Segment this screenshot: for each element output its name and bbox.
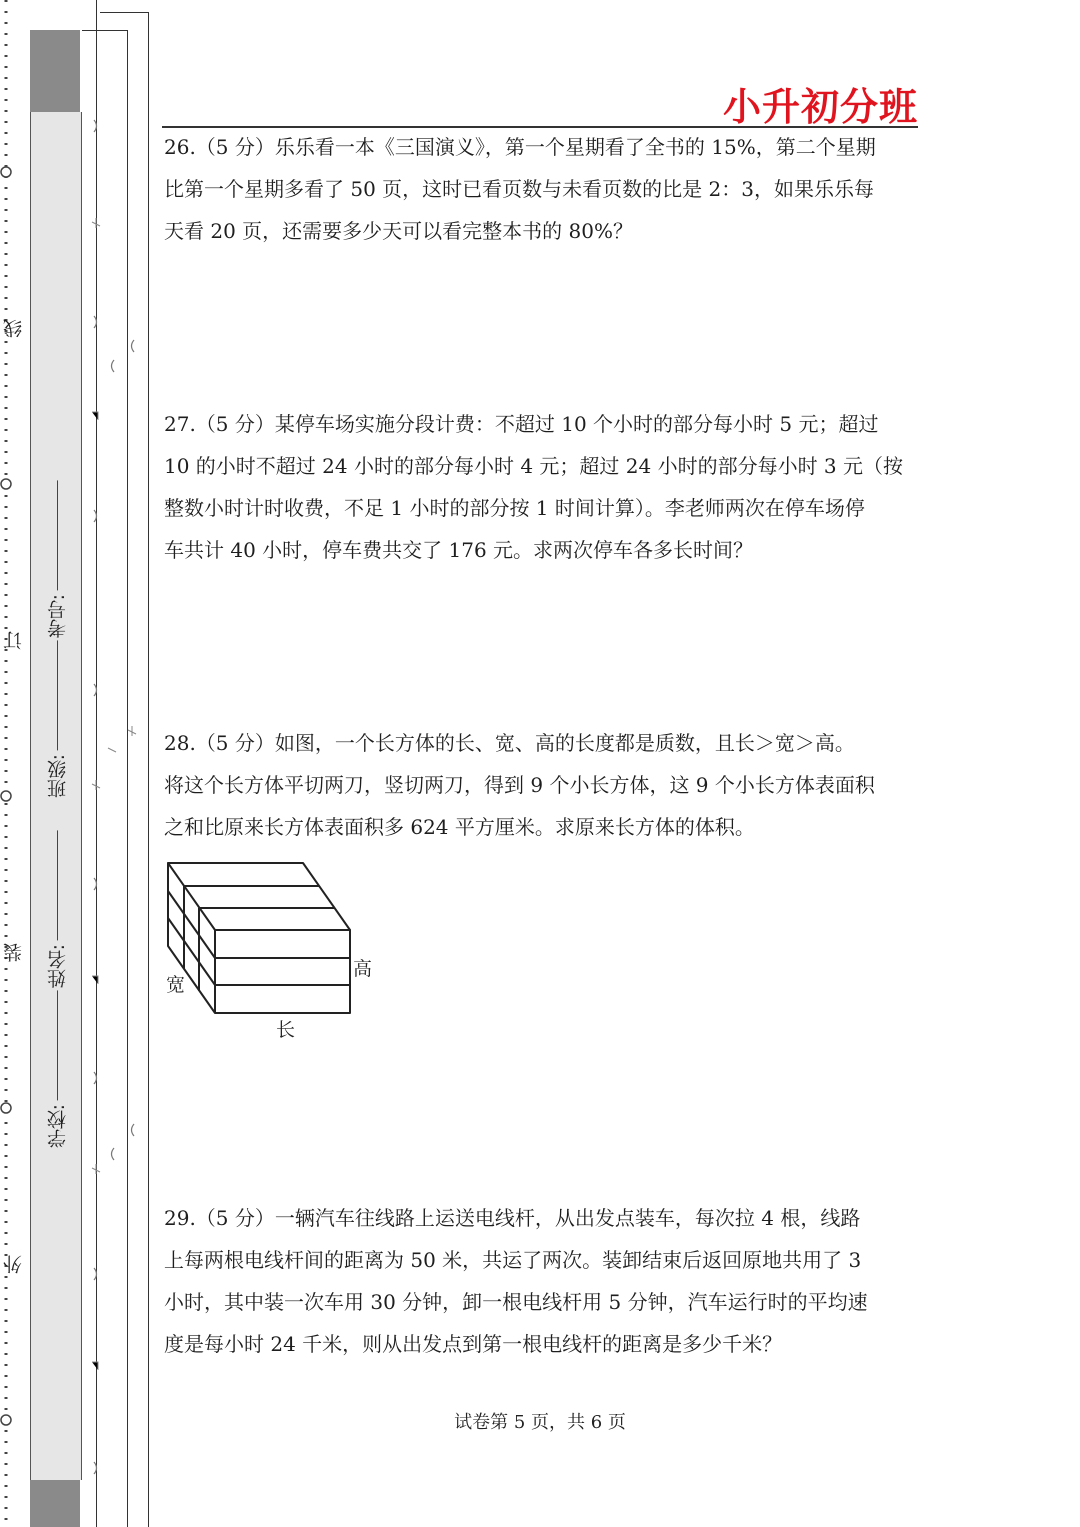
question-29 xyxy=(164,1197,924,1365)
question-26-line-3: 天看 20 页，还需要多少天可以看完整本书的 80%？ xyxy=(164,219,633,243)
field-exam-number-label: 考号: xyxy=(47,594,69,639)
question-27 xyxy=(164,403,924,571)
question-26-line-1: 26.（5 分）乐乐看一本《三国演义》，第一个星期看了全书的 15%，第二个星期 xyxy=(164,135,876,159)
question-27-line-1: 27.（5 分）某停车场实施分段计费：不超过 10 个小时的部分每小时 5 元；超过 xyxy=(164,412,879,436)
margin-char-wai: 外 xyxy=(3,1254,25,1274)
question-26-line-2: 比第一个星期多看了 50 页，这时已看页数与未看页数的比是 2：3，如果乐乐每 xyxy=(164,177,874,201)
field-class-label: 班级: xyxy=(47,754,69,799)
margin-char-ding: 订 xyxy=(3,630,25,650)
field-name-blank[interactable] xyxy=(57,830,58,940)
page-footer: 试卷第 5 页，共 6 页 xyxy=(454,1412,626,1433)
field-school xyxy=(44,990,71,1148)
left-dotted-cut-line xyxy=(0,0,14,1527)
question-29-line-2: 上每两根电线杆间的距离为 50 米，共运了两次。装卸结束后返回原地共用了 3 xyxy=(164,1248,862,1272)
question-28-line-1: 28.（5 分）如图，一个长方体的长、宽、高的长度都是质数，且长＞宽＞高。 xyxy=(164,731,855,755)
field-school-blank[interactable] xyxy=(57,990,58,1100)
question-28 xyxy=(164,722,924,848)
question-27-line-3: 整数小时计时收费，不足 1 小时的部分按 1 时间计算）。李老师两次在停车场停 xyxy=(164,496,865,520)
margin-char-xian: 线 xyxy=(3,318,25,338)
figure-label-length: 长 xyxy=(276,1019,296,1041)
question-27-line-2: 10 的小时不超过 24 小时的部分每小时 4 元；超过 24 小时的部分每小时 3 元（按 xyxy=(164,454,904,478)
field-exam-number xyxy=(44,480,71,638)
question-26 xyxy=(164,126,924,252)
brand-title: 小升初分班 xyxy=(722,85,918,129)
figure-label-width: 宽 xyxy=(166,974,186,996)
field-school-label: 学校: xyxy=(47,1104,69,1149)
field-class xyxy=(44,640,71,798)
margin-rule-3 xyxy=(148,12,149,1527)
question-28-line-3: 之和比原来长方体表面积多 624 平方厘米。求原来长方体的体积。 xyxy=(164,815,755,839)
field-name xyxy=(44,830,71,988)
margin-faint-marks xyxy=(86,0,146,1527)
question-29-line-1: 29.（5 分）一辆汽车往线路上运送电线杆，从出发点装车，每次拉 4 根，线路 xyxy=(164,1206,861,1230)
question-27-line-4: 车共计 40 小时，停车费共交了 176 元。求两次停车各多长时间？ xyxy=(164,538,754,562)
field-name-label: 姓名: xyxy=(47,944,69,989)
question-28-line-2: 将这个长方体平切两刀，竖切两刀，得到 9 个小长方体，这 9 个小长方体表面积 xyxy=(164,773,875,797)
question-29-line-3: 小时，其中装一次车用 30 分钟，卸一根电线杆用 5 分钟，汽车运行时的平均速 xyxy=(164,1290,868,1314)
field-exam-number-blank[interactable] xyxy=(57,480,58,590)
margin-gray-band-top xyxy=(30,30,80,112)
figure-label-height: 高 xyxy=(353,958,373,980)
margin-char-zhuang: 装 xyxy=(3,942,25,962)
question-29-line-4: 度是每小时 24 千米，则从出发点到第一根电线杆的距离是多少千米？ xyxy=(164,1332,783,1356)
margin-gray-band-bottom xyxy=(30,1480,80,1527)
field-class-blank[interactable] xyxy=(57,640,58,750)
cuboid-figure xyxy=(160,855,390,1050)
